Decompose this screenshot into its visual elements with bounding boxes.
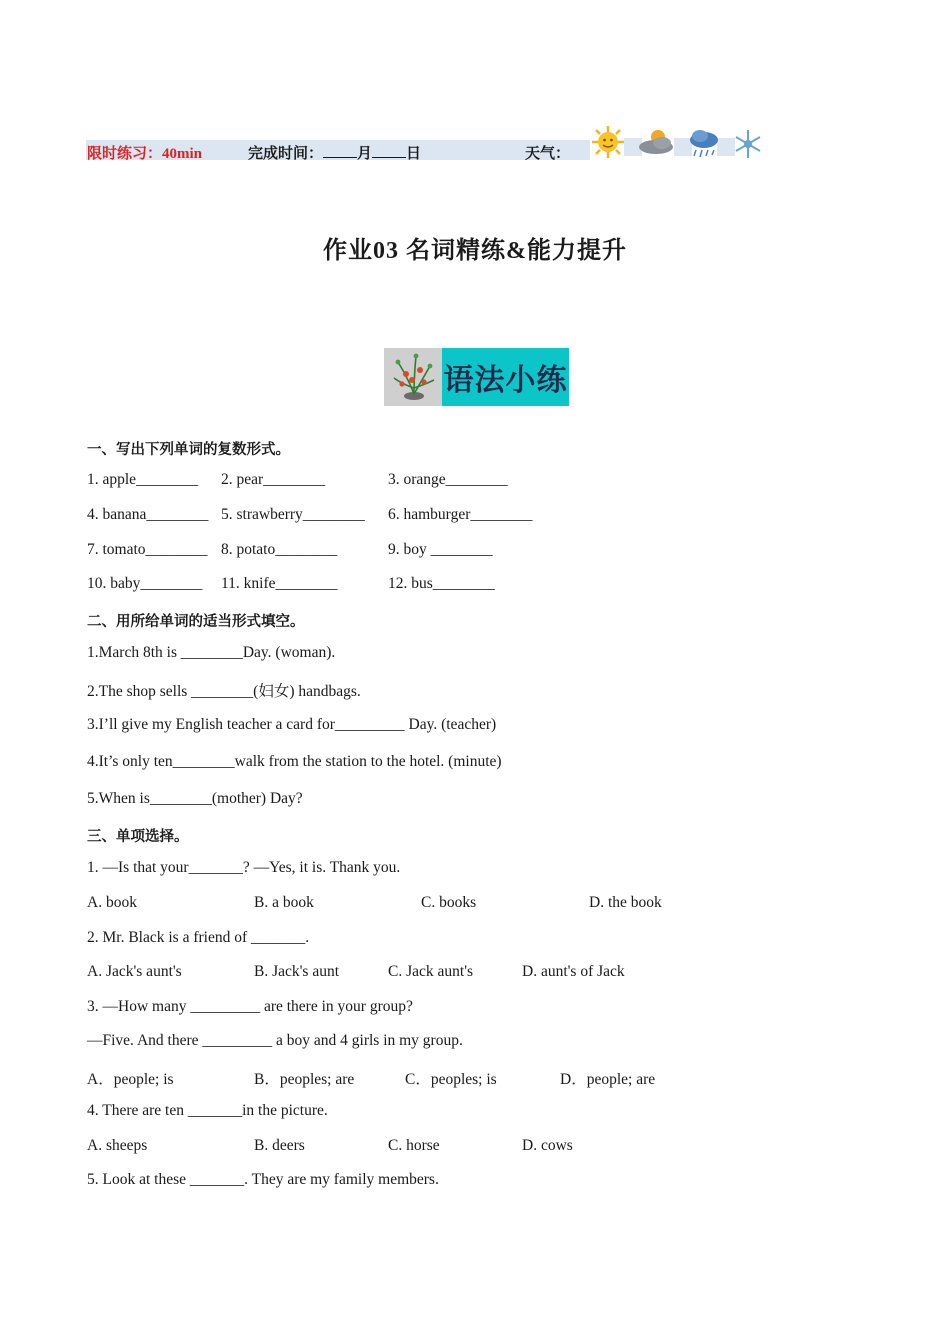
grammar-practice-banner <box>384 348 569 406</box>
fill-blank-item: 5.When is________(mother) Day? <box>87 790 303 807</box>
plural-item: 6. hamburger________ <box>388 506 533 523</box>
plant-illustration <box>384 348 442 406</box>
page-title: 作业03 名词精练&能力提升 <box>323 238 627 264</box>
fill-blank-item: 1.March 8th is ________Day. (woman). <box>87 644 336 661</box>
option: A．people; is <box>87 1071 174 1088</box>
option: C. Jack aunt's <box>388 963 474 980</box>
weather-icons <box>590 124 765 164</box>
plural-item: 4. banana________ <box>87 506 209 523</box>
plural-item: 12. bus________ <box>388 575 495 592</box>
plural-item: 1. apple________ <box>87 471 199 488</box>
plural-item: 7. tomato________ <box>87 541 208 558</box>
option: C. horse <box>388 1137 440 1154</box>
option: D. the book <box>589 894 662 911</box>
partly-cloudy-icon <box>639 130 673 154</box>
plural-item: 5. strawberry________ <box>221 506 365 523</box>
plural-item: 9. boy ________ <box>388 541 493 558</box>
rain-icon <box>690 130 718 157</box>
fill-blank-item: 4.It’s only ten________walk from the station to the hotel. (minute) <box>87 753 502 770</box>
plural-item: 8. potato________ <box>221 541 338 558</box>
fill-blank-item: 2.The shop sells ________(妇女) handbags. <box>87 683 361 700</box>
option: A. Jack's aunt's <box>87 963 182 980</box>
option: B. Jack's aunt <box>254 963 340 980</box>
question-5: 5. Look at these _______. They are my family members. <box>87 1171 439 1188</box>
plant-icon <box>384 348 442 406</box>
plural-item: 2. pear________ <box>221 471 326 488</box>
option: C. books <box>421 894 477 911</box>
option: C．peoples; is <box>405 1071 497 1088</box>
option: A. book <box>87 894 137 911</box>
sun-icon <box>592 126 624 158</box>
plural-item: 10. baby________ <box>87 575 203 592</box>
day-label: 日 <box>406 146 422 162</box>
question-3: 3. —How many _________ are there in your group? <box>87 998 413 1015</box>
finish-time <box>248 142 421 163</box>
section2-heading: 二、用所给单词的适当形式填空。 <box>87 614 305 630</box>
section3-heading: 三、单项选择。 <box>87 829 189 845</box>
question-3-line2: —Five. And there _________ a boy and 4 girls in my group. <box>87 1032 463 1049</box>
fill-blank-item: 3.I’ll give my English teacher a card for_________ Day. (teacher) <box>87 716 497 733</box>
banner-label: 语法小练 <box>442 348 569 406</box>
option: B. a book <box>254 894 314 911</box>
option: B. deers <box>254 1137 305 1154</box>
snowflake-icon <box>736 130 760 158</box>
weather-label: 天气： <box>525 146 571 162</box>
plural-item: 3. orange________ <box>388 471 508 488</box>
month-label: 月 <box>357 146 373 162</box>
option: B．peoples; are <box>254 1071 355 1088</box>
question-1: 1. —Is that your_______? —Yes, it is. Thank you. <box>87 859 401 876</box>
time-limit: 限时练习：40min <box>87 146 203 162</box>
option: D. cows <box>522 1137 573 1154</box>
question-2: 2. Mr. Black is a friend of _______. <box>87 929 310 946</box>
question-4: 4. There are ten _______in the picture. <box>87 1102 328 1119</box>
option: A. sheeps <box>87 1137 148 1154</box>
option: D. aunt's of Jack <box>522 963 625 980</box>
month-blank <box>323 143 357 158</box>
section1-heading: 一、写出下列单词的复数形式。 <box>87 442 290 458</box>
option: D．people; are <box>560 1071 656 1088</box>
day-blank <box>372 143 406 158</box>
plural-item: 11. knife________ <box>221 575 338 592</box>
finish-label: 完成时间： <box>248 146 324 162</box>
